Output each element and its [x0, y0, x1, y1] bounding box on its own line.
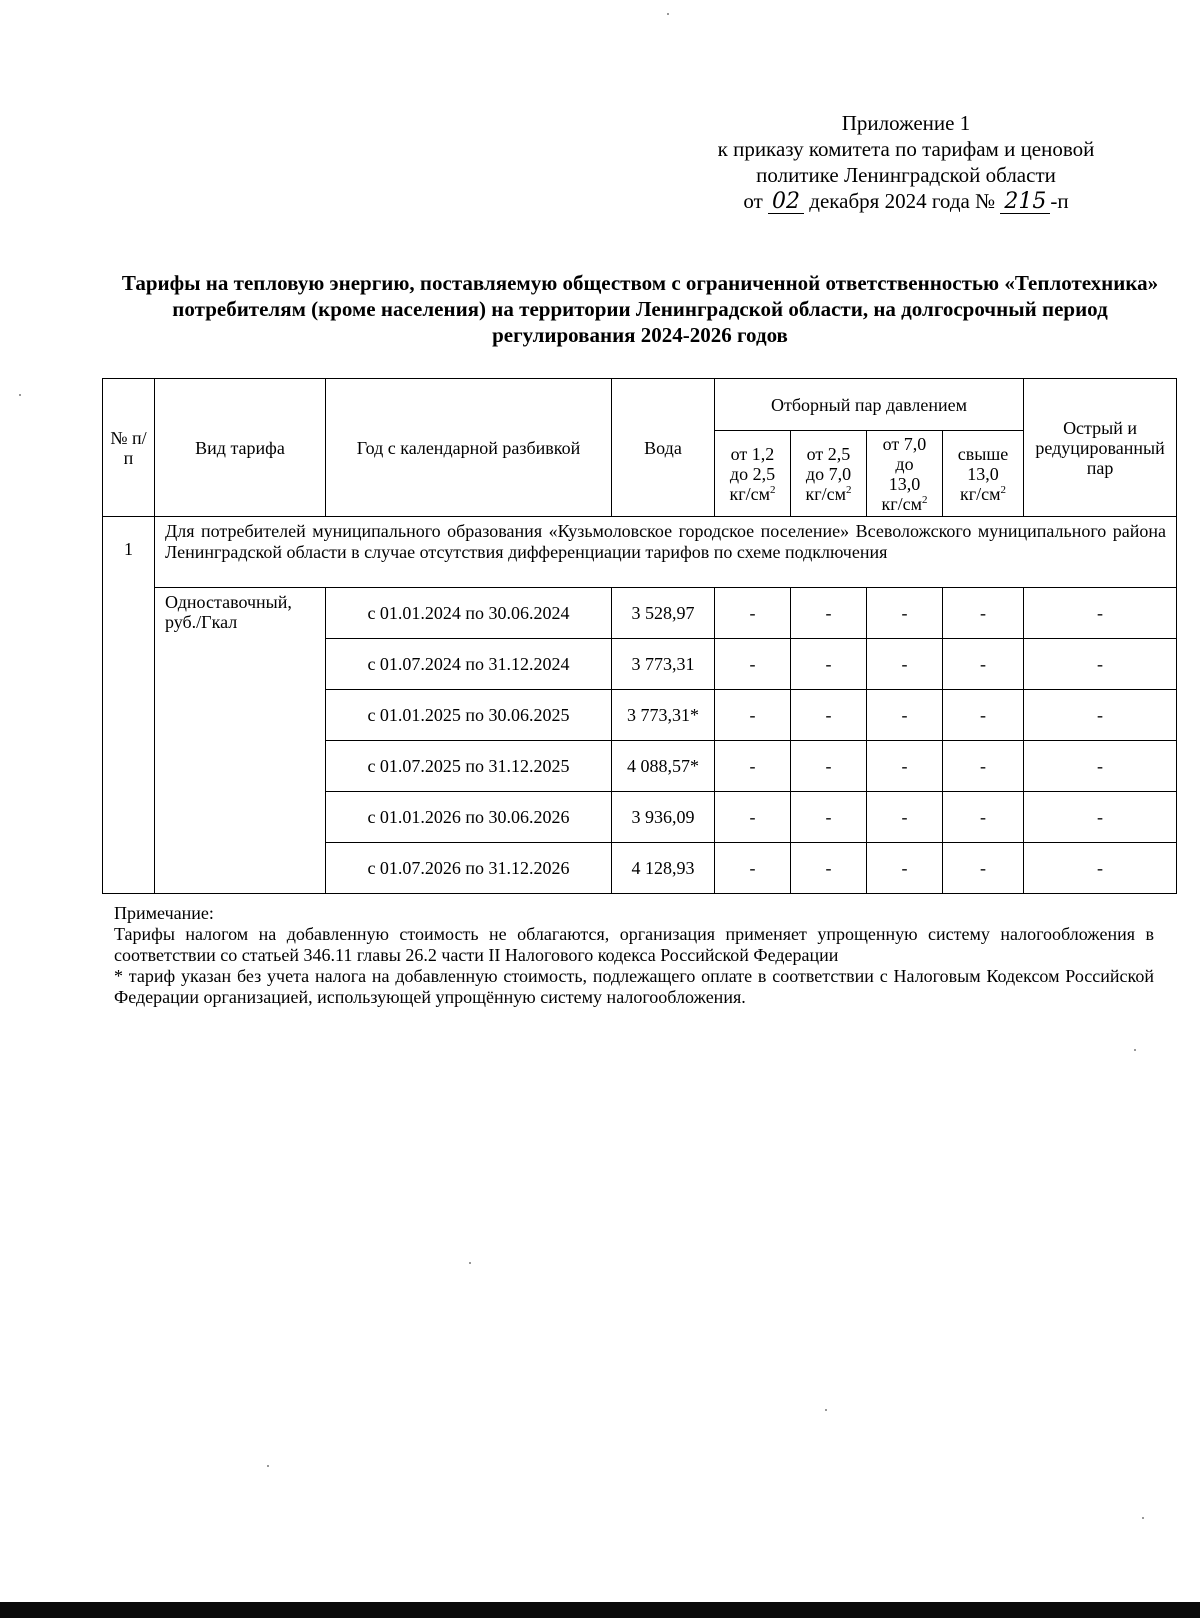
- steam-3-value: -: [867, 690, 943, 741]
- steam-4-value: 13,0: [967, 463, 999, 484]
- period-cell: с 01.07.2025 по 31.12.2025: [326, 741, 612, 792]
- sharp-steam-value: -: [1024, 690, 1177, 741]
- period-cell: с 01.01.2024 по 30.06.2024: [326, 588, 612, 639]
- water-value: 4 128,93: [612, 843, 715, 894]
- steam-3-to: 13,0: [888, 473, 921, 494]
- notes-label: Примечание:: [114, 903, 214, 923]
- scan-speck: [1142, 1517, 1144, 1519]
- water-value: 3 528,97: [612, 588, 715, 639]
- appendix-committee: политике Ленинградской области: [756, 163, 1056, 187]
- handwritten-order-number: 215: [1000, 191, 1050, 214]
- col-header-steam-group: Отборный пар давлением: [715, 379, 1024, 431]
- col-header-steam-1: [715, 431, 791, 517]
- col-header-num: № п/п: [103, 379, 155, 517]
- order-suffix: -п: [1050, 189, 1069, 213]
- col-header-year: Год с календарной разбивкой: [326, 379, 612, 517]
- steam-4-value: -: [943, 792, 1024, 843]
- period-cell: с 01.01.2026 по 30.06.2026: [326, 792, 612, 843]
- date-prefix: от: [743, 189, 763, 213]
- appendix-header: [676, 110, 1136, 214]
- steam-1-value: -: [715, 639, 791, 690]
- scan-bottom-edge: [0, 1602, 1200, 1618]
- steam-2-from: от 2,5: [806, 443, 851, 464]
- sharp-steam-value: -: [1024, 741, 1177, 792]
- steam-2-value: -: [791, 690, 867, 741]
- col-header-water: Вода: [612, 379, 715, 517]
- steam-3-value: -: [867, 741, 943, 792]
- scan-speck: [469, 1262, 471, 1264]
- water-value: 4 088,57*: [612, 741, 715, 792]
- steam-4-value: -: [943, 588, 1024, 639]
- steam-3-value: -: [867, 843, 943, 894]
- document-title: Тарифы на тепловую энергию, поставляемую обществом с ограниченной ответственностью «Теплотехника» потребителям (кроме населения) на территории Ленинградской области, на долгосрочный период регулирования 2024-2026 годов: [121, 271, 1159, 347]
- scan-speck: [1134, 1049, 1136, 1051]
- water-value: 3 936,09: [612, 792, 715, 843]
- handwritten-day: 02: [768, 191, 804, 214]
- period-cell: с 01.07.2024 по 31.12.2024: [326, 639, 612, 690]
- tariff-table: [102, 378, 1177, 894]
- scan-speck: [267, 1465, 269, 1467]
- period-cell: с 01.01.2025 по 30.06.2025: [326, 690, 612, 741]
- steam-4-value: -: [943, 741, 1024, 792]
- sharp-steam-value: -: [1024, 588, 1177, 639]
- steam-2-value: -: [791, 741, 867, 792]
- scan-speck: [19, 394, 21, 396]
- steam-3-value: -: [867, 588, 943, 639]
- appendix-date-line: [676, 188, 1136, 214]
- steam-2-unit: $кг/см^2$: [805, 483, 852, 504]
- sharp-steam-value: -: [1024, 843, 1177, 894]
- period-cell: с 01.07.2026 по 31.12.2026: [326, 843, 612, 894]
- steam-4-value: -: [943, 843, 1024, 894]
- steam-1-value: -: [715, 843, 791, 894]
- steam-1-from: от 1,2: [730, 443, 775, 464]
- steam-3-from: от 7,0: [882, 433, 927, 454]
- col-header-type: Вид тарифа: [155, 379, 326, 517]
- water-value: 3 773,31: [612, 639, 715, 690]
- sharp-steam-value: -: [1024, 639, 1177, 690]
- col-header-steam-3: [867, 431, 943, 517]
- appendix-title: Приложение 1: [841, 111, 971, 135]
- steam-2-to: до 7,0: [805, 463, 852, 484]
- steam-3-unit: $кг/см^2$: [881, 493, 928, 514]
- group-description: Для потребителей муниципального образования «Кузьмоловское городское поселение» Всеволожского муниципального района Ленинградской области в случае отсутствия дифференциации тарифов по схеме подключения: [155, 517, 1177, 588]
- table-row: [103, 588, 1177, 639]
- col-header-steam-4: [943, 431, 1024, 517]
- steam-1-value: -: [715, 741, 791, 792]
- steam-1-unit: $кг/см^2$: [729, 483, 776, 504]
- col-header-steam-2: [791, 431, 867, 517]
- steam-2-value: -: [791, 639, 867, 690]
- steam-4-unit: $кг/см^2$: [960, 483, 1007, 504]
- date-middle: декабря 2024 года №: [809, 189, 996, 213]
- tariff-type: Одноставочный, руб./Гкал: [155, 588, 326, 894]
- steam-2-value: -: [791, 588, 867, 639]
- scan-speck: [825, 1409, 827, 1411]
- steam-3-to-word: до: [895, 453, 914, 474]
- water-value: 3 773,31*: [612, 690, 715, 741]
- steam-4-value: -: [943, 690, 1024, 741]
- steam-1-value: -: [715, 690, 791, 741]
- steam-1-value: -: [715, 588, 791, 639]
- group-number: 1: [103, 517, 155, 894]
- steam-1-value: -: [715, 792, 791, 843]
- steam-4-value: -: [943, 639, 1024, 690]
- header-row-1: [103, 379, 1177, 431]
- steam-3-value: -: [867, 639, 943, 690]
- steam-4-above: свыше: [957, 443, 1009, 464]
- group-row: [103, 517, 1177, 588]
- steam-2-value: -: [791, 792, 867, 843]
- notes-section: [114, 903, 1154, 1008]
- note-asterisk: * тариф указан без учета налога на добавленную стоимость, подлежащего оплате в соответствии с Налоговым Кодексом Российской Федерации организацией, использующей упрощённую систему налогообложения.: [114, 966, 1154, 1007]
- steam-1-to: до 2,5: [729, 463, 776, 484]
- steam-2-value: -: [791, 843, 867, 894]
- steam-3-value: -: [867, 792, 943, 843]
- scan-speck: [667, 13, 669, 15]
- appendix-order-ref: к приказу комитета по тарифам и ценовой: [717, 137, 1095, 161]
- col-header-sharp-steam: Острый и редуцированный пар: [1024, 379, 1177, 517]
- sharp-steam-value: -: [1024, 792, 1177, 843]
- note-vat-exempt: Тарифы налогом на добавленную стоимость не облагаются, организация применяет упрощенную систему налогообложения в соответствии со статьей 346.11 главы 26.2 части II Налогового кодекса Российской Федерации: [114, 924, 1154, 965]
